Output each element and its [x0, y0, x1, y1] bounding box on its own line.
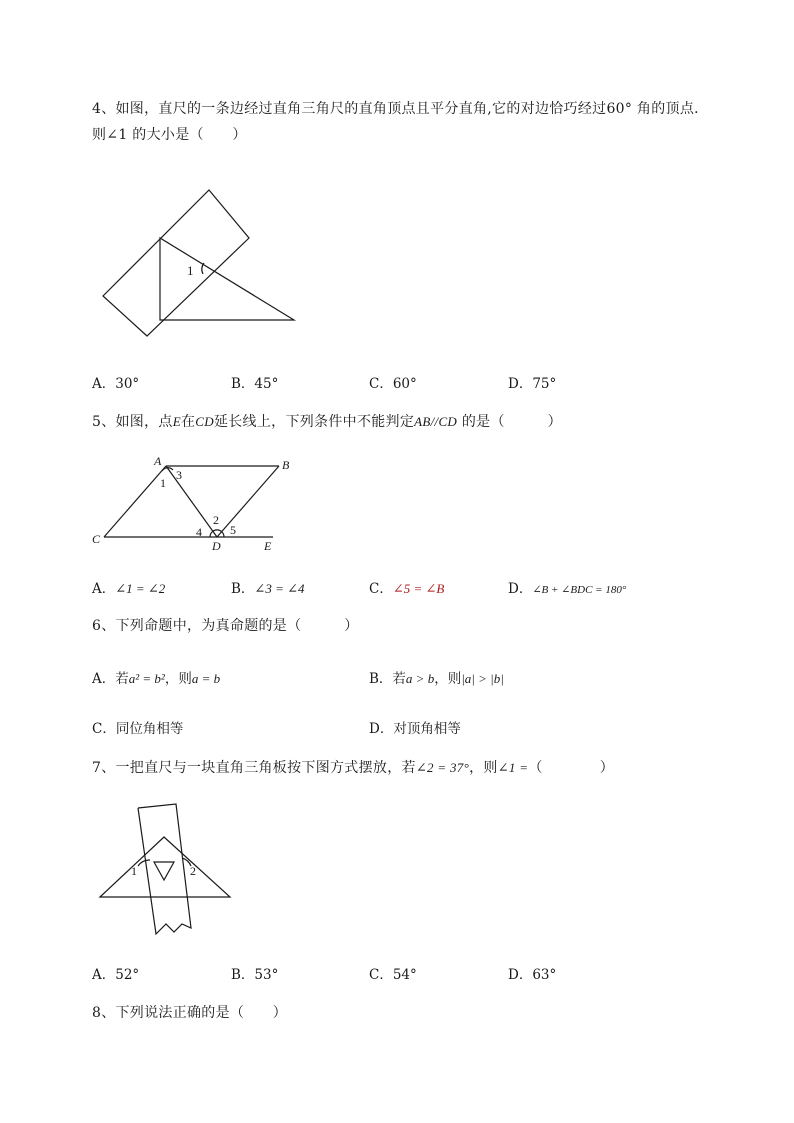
question-8-text: 8、下列说法正确的是（ ） — [92, 1005, 288, 1021]
angle-2-label: 2 — [190, 864, 196, 878]
ruler-shape — [103, 190, 249, 336]
angle-1-label: 1 — [131, 864, 137, 878]
q5-option-a[interactable]: A．∠1 = ∠2 — [92, 581, 166, 597]
q5-option-c[interactable]: C．∠5 = ∠B — [369, 581, 445, 597]
svg-text:D: D — [212, 539, 221, 553]
q5-option-d[interactable]: D．∠B + ∠BDC = 180° — [508, 581, 627, 597]
question-4-figure — [100, 188, 300, 338]
q4-option-a[interactable]: A．30° — [92, 376, 140, 392]
question-5-figure — [90, 452, 290, 552]
q6-option-d[interactable]: D．对顶角相等 — [369, 721, 461, 737]
q7-option-c[interactable]: C．54° — [369, 967, 417, 983]
angle-1-arc — [138, 860, 150, 866]
question-7-text: 7、一把直尺与一块直角三角板按下图方式摆放，若∠2 = 37°，则∠1 =（ ） — [92, 760, 615, 776]
triangle-board-shape — [100, 837, 230, 897]
question-4-text: 4、如图，直尺的一条边经过直角三角尺的直角顶点且平分直角,它的对边恰巧经过60° 角的顶点．则∠1 的大小是（ ） — [92, 101, 709, 143]
set-square-shape — [160, 238, 294, 320]
svg-text:3: 3 — [176, 468, 182, 482]
question-6-text: 6、下列命题中，为真命题的是（ ） — [92, 618, 359, 634]
angle-1-label: 1 — [187, 263, 194, 278]
svg-text:C: C — [92, 532, 101, 546]
q6-option-b[interactable]: B．若a > b，则|a| > |b| — [369, 671, 504, 687]
q7-option-d[interactable]: D．63° — [508, 967, 557, 983]
svg-text:5: 5 — [230, 523, 236, 537]
q7-option-b[interactable]: B．53° — [231, 967, 279, 983]
svg-text:A: A — [154, 454, 162, 468]
svg-text:1: 1 — [160, 476, 166, 490]
question-7-figure — [98, 800, 238, 940]
q4-option-b[interactable]: B．45° — [231, 376, 279, 392]
q6-option-c[interactable]: C．同位角相等 — [92, 721, 184, 737]
q7-option-a[interactable]: A．52° — [92, 967, 140, 983]
ruler-strip-shape — [138, 804, 191, 934]
question-5-text: 5、如图，点E在CD延长线上，下列条件中不能判定AB//CD 的是（ ） — [92, 414, 562, 430]
q6-option-a[interactable]: A．若a² = b²，则a = b — [92, 671, 221, 687]
svg-text:E: E — [264, 539, 272, 553]
triangle-board-inner-hole — [154, 862, 174, 880]
svg-text:B: B — [282, 458, 290, 472]
q4-option-c[interactable]: C．60° — [369, 376, 417, 392]
svg-text:2: 2 — [213, 513, 219, 527]
svg-text:4: 4 — [196, 525, 202, 539]
q4-option-d[interactable]: D．75° — [508, 376, 557, 392]
q5-option-b[interactable]: B．∠3 = ∠4 — [231, 581, 305, 597]
